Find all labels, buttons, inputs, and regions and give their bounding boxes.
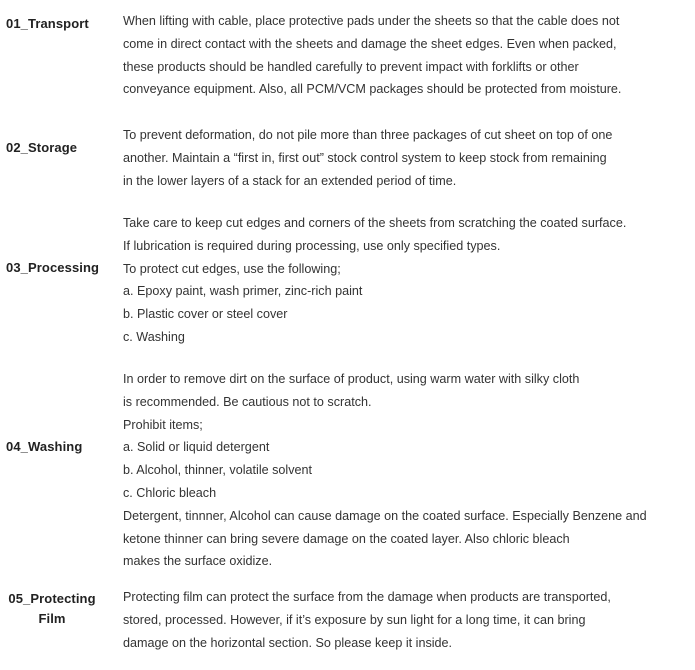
section-heading-protecting-film xyxy=(6,589,98,629)
list-item: b. Plastic cover or steel cover xyxy=(123,307,288,322)
list-item: a. Solid or liquid detergent xyxy=(123,440,270,455)
section-body-processing xyxy=(123,212,689,349)
text-line: If lubrication is required during processing, use only specified types. xyxy=(123,238,501,253)
section-body-protecting-film xyxy=(123,586,689,654)
list-item: b. Alcohol, thinner, volatile solvent xyxy=(123,463,313,478)
text-line: In order to remove dirt on the surface of product, using warm water with silky cloth xyxy=(123,372,580,386)
section-body-washing xyxy=(123,368,689,573)
text-line: damage on the horizontal section. So please keep it inside. xyxy=(123,635,453,650)
text-line: another. Maintain a “first in, first out” stock control system to keep stock from remaining xyxy=(123,150,607,165)
text-line: To protect cut edges, use the following; xyxy=(123,261,341,276)
text-line: these products should be handled carefully to prevent impact with forklifts or other xyxy=(123,59,579,74)
text-line: To prevent deformation, do not pile more than three packages of cut sheet on top of one xyxy=(123,128,613,142)
text-line: stored, processed. However, if it’s exposure by sun light for a long time, it can bring xyxy=(123,612,586,627)
text-line: ketone thinner can bring severe damage on the coated layer. Also chloric bleach xyxy=(123,531,570,546)
list-item: a. Epoxy paint, wash primer, zinc-rich paint xyxy=(123,284,363,299)
section-heading-washing: 04_Washing xyxy=(6,439,83,454)
text-line: is recommended. Be cautious not to scratch. xyxy=(123,394,372,409)
text-line: makes the surface oxidize. xyxy=(123,554,273,569)
text-line: Prohibit items; xyxy=(123,417,203,432)
text-line: in the lower layers of a stack for an extended period of time. xyxy=(123,173,457,188)
text-line: conveyance equipment. Also, all PCM/VCM packages should be protected from moisture. xyxy=(123,82,622,97)
section-body-transport xyxy=(123,10,689,101)
section-body-storage xyxy=(123,124,689,192)
section-heading-processing: 03_Processing xyxy=(6,260,100,275)
list-item: c. Washing xyxy=(123,329,185,344)
heading-line: 05_Protecting xyxy=(8,591,96,606)
heading-line: Film xyxy=(38,611,66,626)
text-line: Detergent, tinnner, Alcohol can cause damage on the coated surface. Especially Benzene and xyxy=(123,508,647,523)
text-line: When lifting with cable, place protective pads under the sheets so that the cable does not xyxy=(123,14,620,28)
text-line: Protecting film can protect the surface from the damage when products are transported, xyxy=(123,590,611,604)
section-heading-storage: 02_Storage xyxy=(6,140,78,155)
section-heading-transport: 01_Transport xyxy=(6,16,89,31)
list-item: c. Chloric bleach xyxy=(123,485,217,500)
text-line: come in direct contact with the sheets and damage the sheet edges. Even when packed, xyxy=(123,36,617,51)
text-line: Take care to keep cut edges and corners of the sheets from scratching the coated surface. xyxy=(123,216,627,230)
